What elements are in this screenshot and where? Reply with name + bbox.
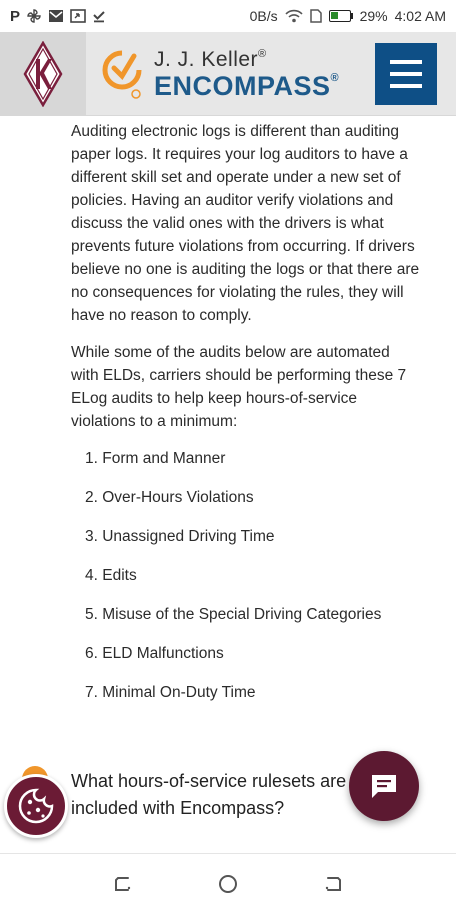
screenshot-icon: [70, 9, 86, 23]
back-icon: [323, 874, 343, 894]
encompass-swirl-icon: [100, 46, 146, 102]
brand-wordmark: [154, 49, 339, 100]
k-diamond-icon: [23, 41, 63, 107]
system-nav-bar: [0, 853, 456, 913]
article-paragraph: While some of the audits below are automated with ELDs, carriers should be performing these 7 ELog audits to help keep hours-of-service violations to a minimum:: [71, 344, 407, 430]
article-paragraph: Auditing electronic logs is different than auditing paper logs. It requires your log auditors to have a different skill set and operate under a new set of policies. Having an auditor verify violations and discuss the valid ones with the drivers is what prevents future violations from occurring. If drivers believe no one is auditing the logs or that there are no consequences for violating the rules, they will have no reason to comply.: [71, 123, 420, 324]
parking-app-glyph: P: [10, 7, 21, 25]
audit-list-item: 3. Unassigned Driving Time: [85, 528, 275, 545]
encompass-logo[interactable]: [100, 42, 339, 106]
hamburger-menu-button[interactable]: [375, 43, 437, 105]
cookie-settings-button[interactable]: [4, 774, 68, 838]
mail-icon: [48, 9, 64, 23]
chat-bubble-icon: [369, 771, 399, 801]
audit-list-item: 5. Misuse of the Special Driving Categories: [85, 606, 382, 623]
back-button[interactable]: [321, 872, 345, 896]
battery-percent: 29%: [359, 8, 388, 24]
home-button[interactable]: [216, 872, 240, 896]
keller-k-logo[interactable]: [0, 32, 86, 116]
article-body: [71, 120, 421, 720]
status-right: [250, 8, 446, 24]
audit-list-item: 6. ELD Malfunctions: [85, 645, 224, 662]
faq-question[interactable]: What hours-of-service rulesets are included with Encompass?: [71, 771, 347, 818]
menu-bar: [390, 72, 422, 76]
clock: 4:02 AM: [394, 8, 446, 24]
home-circle-icon: [217, 873, 239, 895]
cookie-icon: [16, 786, 56, 826]
site-header: [0, 32, 456, 116]
audit-list-item: 2. Over-Hours Violations: [85, 489, 254, 506]
recent-apps-icon: [113, 874, 133, 894]
brand-top-text: J. J. Keller®: [154, 47, 267, 71]
status-bar: [0, 0, 456, 32]
brand-bottom-text: ENCOMPASS®: [154, 70, 340, 101]
audit-list-item: 1. Form and Manner: [85, 450, 226, 467]
menu-bar: [390, 60, 422, 64]
pinwheel-icon: [26, 8, 42, 24]
recent-apps-button[interactable]: [111, 872, 135, 896]
chat-button[interactable]: [349, 751, 419, 821]
download-done-icon: [92, 9, 106, 23]
battery-icon: [329, 10, 353, 22]
menu-bar: [390, 84, 422, 88]
network-speed: 0B/s: [249, 8, 278, 24]
wifi-icon: [285, 9, 303, 23]
audit-list: [71, 447, 421, 720]
audit-list-item: 7. Minimal On-Duty Time: [85, 684, 256, 701]
status-left: [10, 8, 106, 25]
audit-list-item: 4. Edits: [85, 567, 137, 584]
sim-card-icon: [310, 9, 322, 23]
